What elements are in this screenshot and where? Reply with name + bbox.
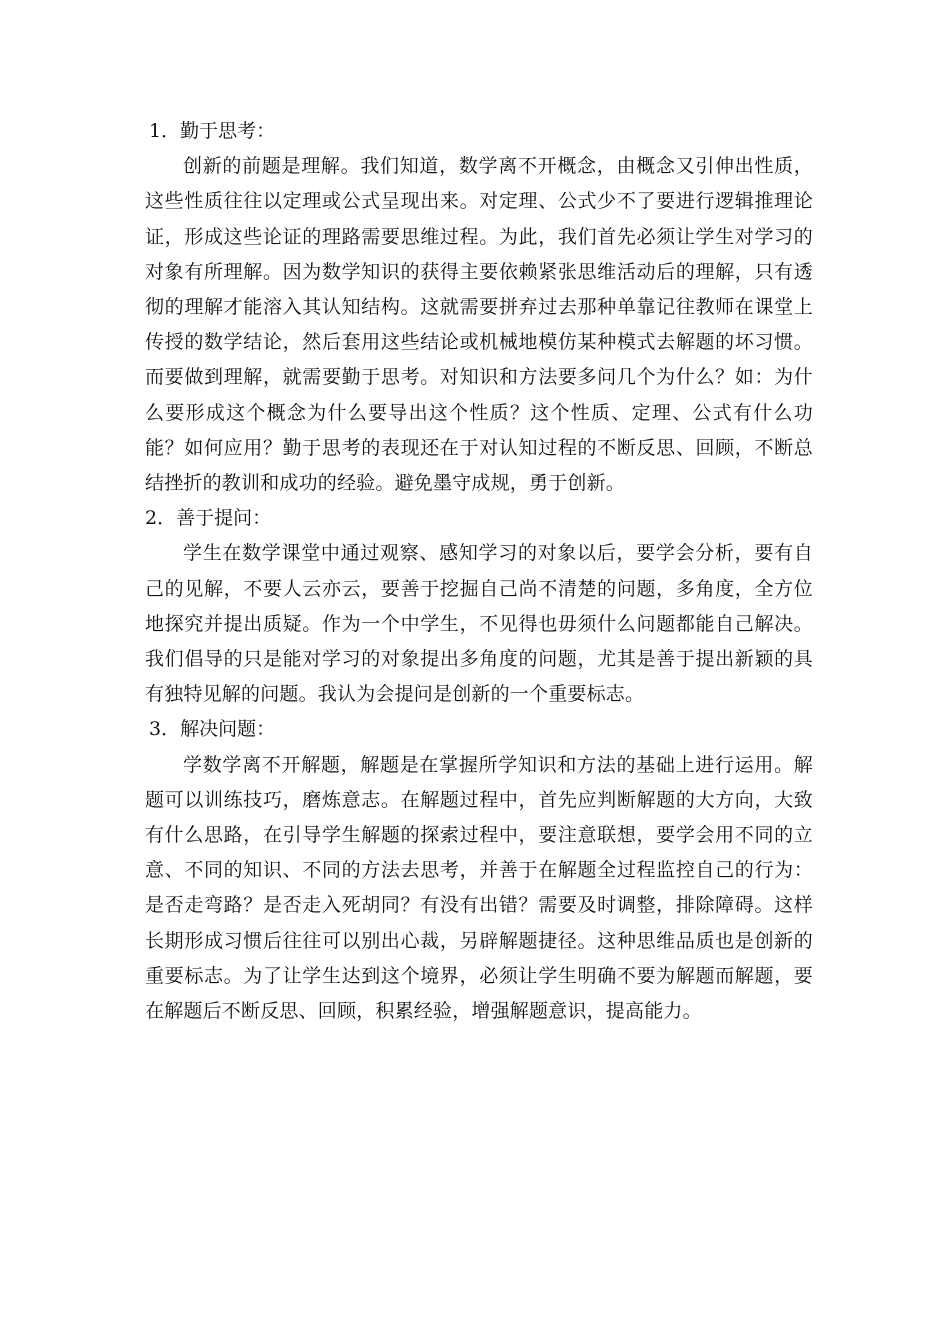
document-body [145,114,813,1029]
section-heading-questioning: 2．善于提问： [145,507,272,530]
section-heading-thinking: 1．勤于思考： [149,120,276,142]
section-paragraph-questioning: 学生在数学课堂中通过观察、感知学习的对象以后，要学会分析，要有自己的见解，不要人云亦云，要善于挖掘自己尚不清楚的问题，多角度，全方位地探究并提出质疑。作为一个中学生，不见得也毋须什么问题都能自己解决。我们倡导的只是能对学习的对象提出多角度的问题，尤其是善于提出新颖的具有独特见解的问题。我认为会提问是创新的一个重要标志。 [145,542,813,706]
section-paragraph-problem-solving: 学数学离不开解题，解题是在掌握所学知识和方法的基础上进行运用。解题可以训练技巧，磨炼意志。在解题过程中，首先应判断解题的大方向，大致有什么思路，在引导学生解题的探索过程中，要注意联想，要学会用不同的立意、不同的知识、不同的方法去思考，并善于在解题全过程监控自己的行为：是否走弯路？是否走入死胡同？有没有出错？需要及时调整，排除障碍。这样长期形成习惯后往往可以别出心裁，另辟解题捷径。这种思维品质也是创新的重要标志。为了让学生达到这个境界，必须让学生明确不要为解题而解题，要在解题后不断反思、回顾，积累经验，增强解题意识，提高能力。 [145,753,813,1023]
section-heading-problem-solving: 3．解决问题： [149,718,276,741]
section-paragraph-thinking: 创新的前题是理解。我们知道，数学离不开概念，由概念又引伸出性质，这些性质往往以定理或公式呈现出来。对定理、公式少不了要进行逻辑推理论证，形成这些论证的理路需要思维过程。为此，我们首先必须让学生对学习的对象有所理解。因为数学知识的获得主要依赖紧张思维活动后的理解，只有透彻的理解才能溶入其认知结构。这就需要拼弃过去那种单靠记往教师在课堂上传授的数学结论，然后套用这些结论或机械地模仿某种模式去解题的坏习惯。而要做到理解，就需要勤于思考。对知识和方法要多问几个为什么？如：为什么要形成这个概念为什么要导出这个性质？这个性质、定理、公式有什么功能？如何应用？勤于思考的表现还在于对认知过程的不断反思、回顾，不断总结挫折的教训和成功的经验。避免墨守成规，勇于创新。 [145,155,813,495]
